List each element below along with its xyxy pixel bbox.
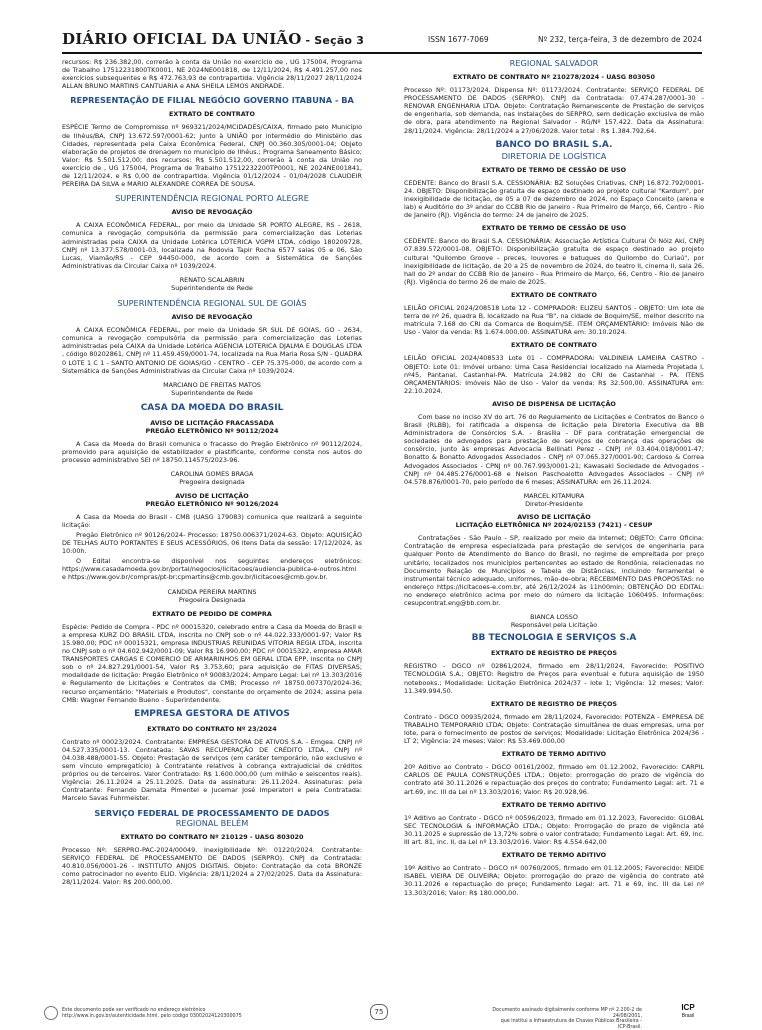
signature-name: CAROLINA GOMES BRAGA <box>170 470 254 479</box>
act-title: EXTRATO DE TERMO DE CESSÃO DE USO <box>481 224 627 233</box>
signature-role: Responsável pela Licitação <box>510 621 598 630</box>
signature-role: Pregoeira designada <box>179 478 245 487</box>
org-heading: CASA DA MOEDA DO BRASIL <box>140 402 284 413</box>
svg-text:ICP: ICP <box>681 1003 695 1012</box>
page-footer <box>62 1003 702 1030</box>
paragraph: REGISTRO - DGCO nº 02861/2024, firmado em 28/11/2024, Favorecido: POSITIVO TECNOLOGIA S.A.; OBJETO: Registro de Preços para eventual e futura aquisição de 1950 notebooks.; Modalidade: Licitação Eletrônica 2024/37 - lote 1; Vigência: 12 meses; Valor: 11.349.994,50. <box>404 662 704 695</box>
act-title: EXTRATO DE CONTRATO <box>169 110 255 119</box>
paragraph: O Edital encontra-se disponível nos seguintes endereços eletrônicos: https://www.casadamoeda.gov.br/portal/negocios/licitacoes/audiencia-publica-e-outros.html e https://www.gov.br/compras/pt-br;cpmartins@cmb.gov.br/licitacoes@cmb.gov.br. <box>62 557 362 582</box>
org-subheading: REGIONAL BELÉM <box>175 817 249 828</box>
org-heading: BANCO DO BRASIL S.A. <box>495 139 613 150</box>
signature-name: CANDIDA PEREIRA MARTINS <box>167 587 257 596</box>
paragraph: Contratações - São Paulo - SP, realizado por meio da Internet; OBJETO: Carro Oficina: Contratação de empresa especializada para prestação de serviços de engenharia para qualquer Ponto de Atendimento do Banco do Brasil, no regime de empreitada por preço unitário, localizados nos municípios pertencentes ao estado de Rondônia, relacionadas no Documento Relação de Municípios e Tabela de Distâncias, incluindo ferramental e instrumental técnico adequado, uniformes, mão-de-obra; RECEBIMENTO DAS PROPOSTAS: no endereço https://licitacoes-e.com.br, até 26/12/2024 às 11h00min; OBTENÇÃO DO EDITAL: no endereço eletrônico acima por meio do número da licitação 1060495. Informações: cesupcontrat.eng@bb.com.br. <box>404 534 704 607</box>
paragraph: A Casa da Moeda do Brasil - CMB (UASG 179083) comunica que realizará a seguinte licitação: <box>62 512 362 529</box>
page-header <box>62 30 702 54</box>
org-subheading: DIRETORIA DE LOGÍSTICA <box>501 150 607 161</box>
paragraph: Processo Nº: 01173/2024. Dispensa Nº: 01173/2024. Contratante: SERVIÇO FEDERAL DE PROCESSAMENTO DE DADOS (SERPRO). CNPJ da Contratada: 07.474.287/0001-30 - RENOVAR ENGENHARIA LTDA. Objeto: Contratação Remanescente de Prestação de serviços de engenharia, sob demanda, nas instalações do SERPRO, sem dedicação exclusiva de mão de obra, para atendimento na Regional Salvador - RG/Nº 157.422. Data da Assinatura: 28/11/2024. Vigência: 28/11/2024 a 27/06/2028. Valor total : R$ 1.384.792,64. <box>404 86 704 135</box>
signature-name: MARCIANO DE FREITAS MATOS <box>163 380 261 389</box>
paragraph: 1º Aditivo ao Contrato - DGCO nº 00596/2023, firmado em 01.12.2023, Favorecido: GLOBAL SEC TECNOLOGIA & INFORMAÇÃO LTDA.; Objeto: Prorrogação do prazo de vigência até 30.11.2025 e supressão de 13,72% sobre o valor contratado; Fundamento Legal: Art. 69, inc. III art. 81, inc. II, da Lei nº 13.303/2016. Valor: R$ 4.554.642,00 <box>404 813 704 847</box>
paragraph: 20º Aditivo ao Contrato - DGCO 00161/2002, firmado em 01.12.2002, Favorecido: CARPIL CARLOS DE PAULA CONSTRUÇÕES LTDA.; Objeto: prorrogação do prazo de vigência do contrato até 30.11.2026 e repactuação dos preços do contrato; Fundamento Legal: art. 71 e art.69, inc. III da Lei nº 13.303/2016; Valor: R$ 20.928,96. <box>404 763 704 796</box>
signature-role: Superintendente de Rede <box>171 388 253 397</box>
act-title: EXTRATO DE CONTRATO <box>511 290 597 299</box>
svg-text:Brasil: Brasil <box>681 1013 695 1019</box>
act-title: EXTRATO DO CONTRATO Nº 23/2024 <box>147 724 277 733</box>
act-title: AVISO DE DISPENSA DE LICITAÇÃO <box>492 399 616 408</box>
edition-date: Nº 232, terça-feira, 3 de dezembro de 2024 <box>538 35 702 44</box>
signature-name: BIANCA LOSSO <box>530 613 578 622</box>
signature-role: Pregoeira Designada <box>178 595 246 604</box>
section-label: - Seção 3 <box>305 34 365 47</box>
signature-name: MARCEL KITAMURA <box>523 491 585 500</box>
gazette-title: DIÁRIO OFICIAL DA UNIÃO - Seção 3 <box>62 30 365 48</box>
act-title: PREGÃO ELETRÔNICO Nº 90126/2024 <box>145 499 279 508</box>
act-title: EXTRATO DE PEDIDO DE COMPRA <box>152 609 272 618</box>
paragraph: Contrato nº 00023/2024. Contratante: EMPRESA GESTORA DE ATIVOS S.A. - Emgea. CNPJ nº 04.527.335/0001-13. Contratada: SAVAS RECUPERAÇÃO DE CRÉDITO LTDA., CNPJ nº 04.038.488/0001-55. Objeto: Prestação de serviços (em caráter temporário, não exclusivo e sem vínculo empregatício) à Contratante relativos à cobrança extrajudicial de créditos próprios ou de terceiros. Valor Contratado: R$ 1.600.000,00 (um milhão e seiscentos reais). Vigência: 26.11.2024 a 25.11.2025. Data da assinatura: 26.11.2024. Assinaturas: pela Contratante: Fernando Damata Pimentel e Jucemar José Imperatori e pela Contratada: Marcelo Savas Fuhrmeister. <box>62 737 362 803</box>
act-title: EXTRATO DE REGISTRO DE PREÇOS <box>491 649 617 658</box>
paragraph: A CAIXA ECONÔMICA FEDERAL, por meio da Unidade SR SUL DE GOIAS, GO - 2634, comunica a revogação compulsória da permissão para comercialização das Loterias administradas pela CAIXA da Unidade Lotérica AGENCIA LOTERICA DJALMA E DOUGLAS LTDA , código 80202861, CNPJ nº 11.459.459/0001-74, localizada na Rua Maria Rosa S/N - QUADRA 0 LOTE 1 C 1 - SANTO ANTONIO DE GOIAS/GO - CENTRO - CEP 75.375-000, de acordo com a Sistemática de Sanções Administrativas da Circular Caixa nº 1039/2024. <box>62 326 362 375</box>
paragraph: Contrato - DGCO 00935/2024, firmado em 28/11/2024, Favorecido: POTENZA - EMPRESA DE TRABALHO TEMPORARIO LTDA; Objeto: Contratação simultânea de duas empresas, uma por lote, para o fornecimento de postos de serviços; Modalidade: Licitação Eletrônica 2024/36 - LT 2; Vigência: 24 meses; Valor: R$ 53.469.000,00 <box>404 712 704 746</box>
act-title: AVISO DE LICITAÇÃO <box>175 491 249 500</box>
act-title: AVISO DE REVOGAÇÃO <box>171 313 253 322</box>
page-number: 75 <box>370 1004 388 1020</box>
paragraph: Com base no inciso XV do art. 76 do Regulamento de Licitações e Contratos do Banco o Brasil (RLBB), foi ratificada a dispensa de licitação pela Diretoria Executiva da BB Administradora de Consórcios S.A. - Brasília - DF para contratação emergencial de sociedades de advogados para prestação de serviços de cobrança das operações de consórcio, junto às empresas Advocacia Bellinati Perez - CNPJ nº 03.404.018/0001-47; Bonatto & Bonatto Advogados Associados - CNPJ nº 07.065.327/0001-90; Cardoso & Correa Advogados Associados - CPNJ nº 00.767.993/0001-21; Kawasaki Sociedade de Advogados - CNPJ nº 04.485.276/0001-68 e Nelson Paschoalotto Advogados Associados - CNPJ nº 04.578.876/0001-70, pelo período de 6 meses; ASSINATURA: em 26.11.2024. <box>404 413 704 486</box>
paragraph: 19º Aditivo ao Contrato - DGCO nº 00760/2005, firmado em 01.12.2005; Favorecido: NEIDE ISABEL VIEIRA DE OLIVEIRA; Objeto: prorrogação do prazo de vigência do contrato até 30.11.2026 e repactuação do preço; Fundamento Legal: art. 71 e 69, inc. III da Lei nº 13.303/2016; Valor: R$ 180.000,00. <box>404 864 704 897</box>
org-heading: SUPERINTENDÊNCIA REGIONAL SUL DE GOIÁS <box>117 298 307 309</box>
act-title: EXTRATO DE TERMO DE CESSÃO DE USO <box>481 165 627 174</box>
act-title: LICITAÇÃO ELETRÔNICA Nº 2024/02153 (7421) - CESUP <box>455 521 653 530</box>
paragraph: LEILÃO OFICIAL 2024/408533 Lote 01 - COMPRADORA: VALDINEIA LAMEIRA CASTRO - OBJETO: Lote 01: Imóvel urbano: Uma Casa Residencial localizado na Alameda Projetada I, nº45, Pantanal, Castanhal-PA. Matrícula 24.982 do CRI de Castanhal - PA. ITENS ORÇAMENTÁRIOS: Imóveis Não de Uso - Valor da venda: R$ 32.500,00. ASSINATURA em: 22.10.2024. <box>404 354 704 395</box>
right-column <box>404 58 704 902</box>
paragraph: recursos: R$ 236.382,00, correrão à conta da União no exercício de , UG 175004, Programa de Trabalho 17512231800TK0001, NE 2024NE001818, de 12/11/2024, R$ 4.491.257,00 nos exercícios subsequentes e R$ 472.763,93 de contrapartida. Vigência 28/11/2027 28/11/2024 ALLAN BRUNO MARTINS CANTUARIA e ANA SHEILA LEMOS ANDRADE. <box>62 58 362 91</box>
act-title: AVISO DE LICITAÇÃO <box>517 513 591 522</box>
act-title: AVISO DE LICITAÇÃO FRACASSADA <box>150 418 274 427</box>
org-heading: REPRESENTAÇÃO DE FILIAL NEGÓCIO GOVERNO ITABUNA - BA <box>70 95 354 106</box>
paragraph: CEDENTE: Banco do Brasil S.A. CESSIONÁRIA: Associação Artística Cultural Ói Nóiz Akí, CNPJ 07.839.572/0001-08. OBJETO: Disponibilização gratuita de espaço destinado ao projeto cultural "Quilombo Groove - preces, louvores e batuques do Quilombo do Curiaú", por inexigibilidade de licitação, de 20 a 25 de novembro de 2024, do teatro II, cinema II, sala 26, hall do 2º andar do CCBB Rio de Janeiro - Rua Primeiro de Março, 66, Centro - Rio de Janeiro (RJ). Vigência do termo 26 de maio de 2025. <box>404 237 704 286</box>
paragraph: Pregão Eletrônico nº 90126/2024- Processo: 18750.006371/2024-63. Objeto: AQUISIÇÃO DE TELHAS AUTO PORTANTES E SEUS ACESSÓRIOS, 06 itens Data da sessão: 17/12/2024, às 10:00h. <box>62 530 362 556</box>
act-title: PREGÃO ELETRÔNICO Nº 90112/2024 <box>145 427 279 435</box>
paragraph: LEILÃO OFICIAL 2024/208518 Lote 12 - COMPRADOR: ELIZEU SANTOS - OBJETO: Um lote de terra de nº 26, quadra B, localizado na Rua "B", na cidade de Boquim/SE, melhor descrito na matrícula 7.168 do CRI da Comarca de Boquim/SE. ITEM ORÇAMENTÁRIO: Imóveis Não de Uso - Valor da venda: R$ 1.674.000,00. ASSINATURA em: 30.10.2024. <box>404 303 704 337</box>
signature-role: Superintendente de Rede <box>171 283 253 292</box>
act-title: EXTRATO DE CONTRATO Nº 210278/2024 - UASG 803050 <box>453 73 655 81</box>
org-heading: EMPRESA GESTORA DE ATIVOS <box>134 708 290 719</box>
act-title: EXTRATO DO CONTRATO Nº 210129 - UASG 803020 <box>120 832 304 841</box>
paragraph: A CAIXA ECONÔMICA FEDERAL, por meio da Unidade SR PORTO ALEGRE, RS - 2618, comunica a revogação compulsória da permissão para comercialização das Loterias administradas pela CAIXA da Unidade Lotérica LOTERICA VGPM LTDA, código 180209728, CNPJ nº 13.377.578/0001-03, localizada na Rodovia Tapir Rocha 6577 salas 05 e 06, São Lucas, Viamão/RS - CEP 94450-000, de acordo com a Sistemática de Sanções Administrativas da Circular Caixa nº 1039/2024. <box>62 221 362 270</box>
seal-icon <box>44 1006 58 1020</box>
paragraph: Processo Nº: SERPRO-PAC-2024/00049. Inexigibilidade Nº: 01220/2024. Contratante: SERVIÇO FEDERAL DE PROCESSAMENTO DE DADOS (SERPRO). CNPJ da Contratada: 40.810.056/0001-26 - INSTITUTO ANJOS DIGITAIS. Objeto: Contratação da cota BRONZE como patrocinador no evento ELID. Vigência: 28/11/2024 a 27/02/2025. Data da Assinatura: 28/11/2024. Valor: R$ 200.000,00. <box>62 845 362 887</box>
act-title: EXTRATO DE TERMO ADITIVO <box>501 750 607 759</box>
issn: ISSN 1677-7069 <box>428 35 489 44</box>
paragraph: Espécie: Pedido de Compra - PDC nº 00015320, celebrado entre a Casa da Moeda do Brasil e a empresa KURZ DO BRASIL LTDA, inscrita no CNPJ sob o nº 44.022.333/0001-97; Valor R$ 15.980,00; PDC nº 00015321, empresa INDUSTRIAS REUNIDAS VITORIA REGIA LTDA, inscrita no CNPJ sob o nº 04.602.942/0001-09; Valor R$ 16.990,00; PDC nº 00015322, empresa AMAR TRANSPORTES CARGAS E COMERCIO DE ARMARINHOS EM GERAL LTDA EPP, inscrita no CNPJ sob o nº 24.827.291/0001-54, Valor R$ 3.753,60; para aquisição de FITAS DIVERSAS; modalidade de licitação: Pregão Eletrônico nº 90083/2024; Amparo Legal: Lei nº 13.303/2016 e Regulamento de Licitações e Contratos da CMB; Processo nº 18750.007370/2024-36; recurso orçamentário: "Materiais e Produtos", constante do orçamento de 2024; assina pela CMB: Wagner Fernando Bueno - Superintendente. <box>62 622 362 704</box>
org-heading: SUPERINTENDÊNCIA REGIONAL PORTO ALEGRE <box>115 193 309 204</box>
signature-role: Diretor-Presidente <box>525 499 583 508</box>
act-title: AVISO DE REVOGAÇÃO <box>171 208 253 217</box>
org-heading: BB TECNOLOGIA E SERVIÇOS S.A <box>471 633 637 644</box>
verification-note: Este documento pode ser verificado no endereço eletrônico http://www.in.gov.br/autenticidade.html, pelo código 03002024120300075 <box>62 1008 242 1019</box>
org-heading: REGIONAL SALVADOR <box>509 58 599 68</box>
act-title: EXTRATO DE TERMO ADITIVO <box>501 800 607 809</box>
signature-name: RENATO SCALABRIN <box>179 275 245 284</box>
left-column <box>62 58 362 891</box>
paragraph: ESPÉCIE Termo de Compromisso nº 969321/2024/MCIDADES/CAIXA, firmado pelo Município de Ilhéus/BA, CNPJ 13.672.597/0001-62; junto à UNIÃO por intermédio do Ministério das Cidades, representada pela Caixa Econômica Federal, CNPJ 00.360.305/0001-04; Objeto elaboração de projetos de drenagem no município de Ilhéus.; Programa Saneamento Básico; Valor: R$ 5.501.512,00; dos recursos: R$ 5.501.512,00, correrão à conta da União no exercício de , UG 175004, Programa de Trabalho 17512232200TP0001, NE 2024NE001841, de 12/11/2024, e R$ 0,00 de contrapartida. Vigência 01/12/2024 - 01/04/2028 CLAUDEIR PEREIRA DA SILVA e MARIO ALEXANDRE CORREA DE SOUSA. <box>62 123 362 189</box>
paragraph: A Casa da Moeda do Brasil comunica o fracasso do Pregão Eletrônico nº 90112/2024, promovido para aquisição de estabilizador e plastificante, conforme consta nos autos do processo administrativo SEI nº 18750.114575/2023-96. <box>62 440 362 465</box>
act-title: EXTRATO DE TERMO ADITIVO <box>501 851 607 860</box>
act-title: EXTRATO DE CONTRATO <box>511 341 597 350</box>
act-title: EXTRATO DE REGISTRO DE PREÇOS <box>491 699 617 708</box>
paragraph: CEDENTE: Banco do Brasil S.A. CESSIONÁRIA: BZ Soluções Criativas, CNPJ 16.872.792/0001-24. OBJETO: Disponibilização gratuita de espaço destinado ao projeto cultural "Kardum", por inexigibilidade de licitação, de 05 a 07 de dezembro de 2024, no Espaço Conceito (arena e lab) e Auditório do 3º andar do CCBB Rio de Janeiro - Rua Primeiro de Março, 66, Centro - Rio de Janeiro (RJ). Vigência do termo: 24 de janeiro de 2025. <box>404 178 704 220</box>
icp-brasil-logo-icon <box>674 1002 702 1020</box>
signature-note: Documento assinado digitalmente conforme MP nº 2.200-2 de 24/08/2001, que institui a Infraestrutura de Chaves Públicas Brasileira - ICP-Brasil. <box>492 1008 642 1030</box>
org-heading: SERVIÇO FEDERAL DE PROCESSAMENTO DE DADOS <box>94 807 330 818</box>
